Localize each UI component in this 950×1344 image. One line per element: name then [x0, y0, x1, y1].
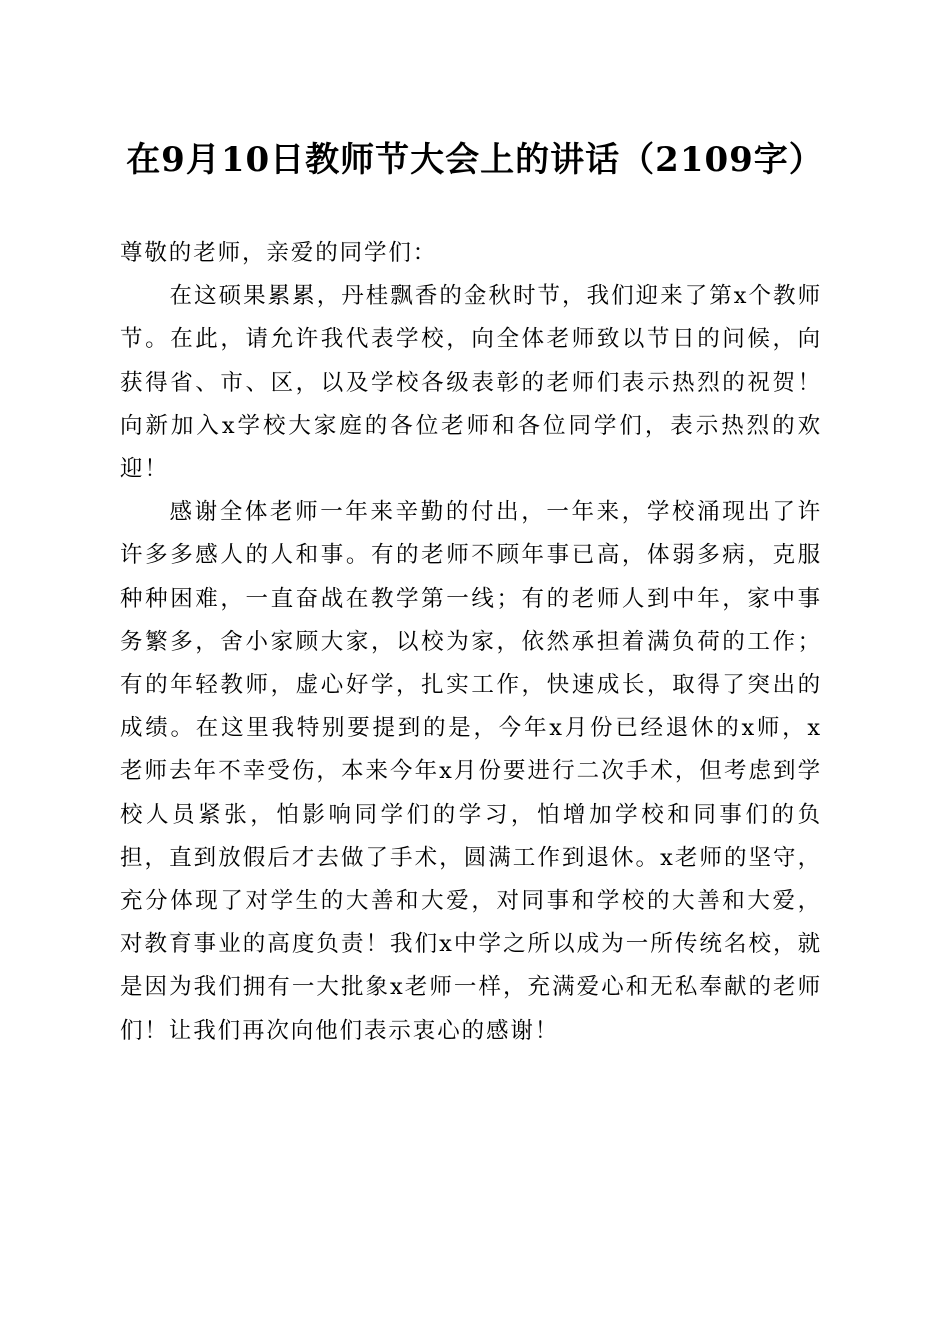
document-title: 在9月10日教师节大会上的讲话（2109字）	[126, 140, 824, 180]
document-body	[120, 232, 822, 1053]
body-paragraph-2: 感谢全体老师一年来辛勤的付出，一年来，学校涌现出了许许多多感人的人和事。有的老师不顾年事已高，体弱多病，克服种种困难，一直奋战在教学第一线；有的老师人到中年，家中事务繁多，舍小家顾大家，以校为家，依然承担着满负荷的工作；有的年轻教师，虚心好学，扎实工作，快速成长，取得了突出的成绩。在这里我特别要提到的是，今年x月份已经退休的x师，x老师去年不幸受伤，本来今年x月份要进行二次手术，但考虑到学校人员紧张，怕影响同学们的学习，怕增加学校和同事们的负担，直到放假后才去做了手术，圆满工作到退休。x老师的坚守，充分体现了对学生的大善和大爱，对同事和学校的大善和大爱，对教育事业的高度负责！我们x中学之所以成为一所传统名校，就是因为我们拥有一大批象x老师一样，充满爱心和无私奉献的老师们！让我们再次向他们表示衷心的感谢！	[120, 499, 822, 1044]
body-paragraph-1: 在这硕果累累，丹桂飘香的金秋时节，我们迎来了第x个教师节。在此，请允许我代表学校，向全体老师致以节日的问候，向获得省、市、区，以及学校各级表彰的老师们表示热烈的祝贺！向新加入x学校大家庭的各位老师和各位同学们，表示热烈的欢迎！	[120, 283, 822, 483]
salutation: 尊敬的老师，亲爱的同学们：	[120, 240, 438, 266]
